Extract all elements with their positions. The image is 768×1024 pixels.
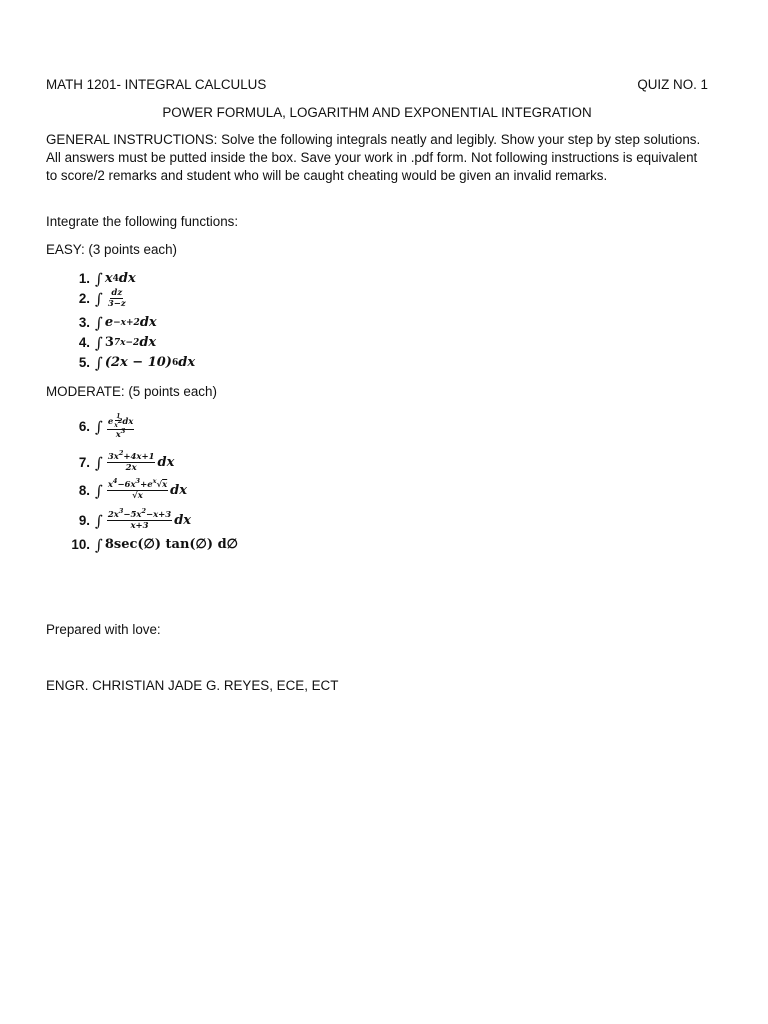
quiz-number: QUIZ NO. 1 bbox=[637, 77, 708, 92]
problem-2 bbox=[66, 288, 129, 309]
author-name: ENGR. CHRISTIAN JADE G. REYES, ECE, ECT bbox=[46, 678, 339, 693]
problem-number: 9. bbox=[78, 512, 90, 528]
fraction: $\frac{2x^3-5x^2-x+3}{x+3}$ bbox=[107, 507, 172, 531]
problem-number: 4. bbox=[78, 335, 90, 350]
problem-5 bbox=[66, 354, 195, 372]
fraction: $\frac{x^4-6x^3+e^x√x}{√x}$ bbox=[107, 477, 168, 501]
prepared-by-label: Prepared with love: bbox=[46, 622, 161, 637]
document-header bbox=[46, 76, 708, 94]
quiz-subtitle: POWER FORMULA, LOGARITHM AND EXPONENTIAL INTEGRATION bbox=[162, 105, 592, 120]
radical-icon: √ bbox=[156, 480, 163, 490]
problem-3 bbox=[66, 314, 157, 332]
integral-expression: ∫ $\frac{dz}{3-z}$ bbox=[95, 288, 126, 309]
problem-9 bbox=[66, 507, 192, 531]
problem-7 bbox=[66, 449, 175, 473]
problem-number: 5. bbox=[78, 355, 90, 370]
problem-number: 7. bbox=[78, 454, 90, 470]
problem-number: 3. bbox=[78, 315, 90, 330]
problem-6 bbox=[66, 413, 136, 440]
fraction: e $\frac{1}{x^2}$ dx $x^3$ bbox=[107, 413, 134, 440]
problem-1 bbox=[66, 270, 136, 288]
integral-expression: ∫ (2x − 10) 6 dx bbox=[95, 354, 196, 372]
integral-expression: ∫ $\frac{2x^3-5x^2-x+3}{x+3}$ dx bbox=[95, 507, 192, 531]
fraction: $\frac{3x^2+4x+1}{2x}$ bbox=[107, 449, 155, 473]
lead-text: Integrate the following functions: bbox=[46, 214, 239, 229]
integral-expression: ∫ e $\frac{1}{x^2}$ dx $x^3$ bbox=[95, 413, 134, 440]
easy-section-title: EASY: (3 points each) bbox=[46, 242, 178, 257]
integral-expression: ∫ 3 7x−2 dx bbox=[95, 334, 157, 352]
integral-expression: ∫ $\frac{x^4-6x^3+e^x√x}{√x}$ dx bbox=[95, 477, 188, 501]
fraction: $\frac{dz}{3-z}$ bbox=[107, 288, 126, 309]
problem-8 bbox=[66, 477, 188, 501]
radical-icon: √ bbox=[132, 491, 138, 501]
problem-4 bbox=[66, 334, 156, 352]
problem-number: 10. bbox=[71, 537, 90, 552]
problem-number: 2. bbox=[78, 290, 90, 306]
exponent-fraction: $\frac{1}{x^2}$ bbox=[114, 413, 123, 429]
problem-number: 1. bbox=[78, 271, 90, 286]
integral-expression: ∫ x 4 dx bbox=[95, 270, 136, 288]
moderate-section-title: MODERATE: (5 points each) bbox=[46, 384, 217, 399]
problem-number: 6. bbox=[78, 418, 90, 434]
course-title: MATH 1201- INTEGRAL CALCULUS bbox=[46, 77, 267, 92]
integral-expression: ∫ e −x+2 dx bbox=[95, 314, 157, 332]
integral-expression: ∫ 8sec(∅) tan(∅) d∅ bbox=[95, 536, 238, 554]
problem-10 bbox=[66, 536, 238, 554]
integral-expression: ∫ $\frac{3x^2+4x+1}{2x}$ dx bbox=[95, 449, 175, 473]
problem-number: 8. bbox=[78, 482, 90, 498]
general-instructions: GENERAL INSTRUCTIONS: Solve the following integrals neatly and legibly. Show your step by step solutions. All answers must be putted inside the box. Save your work in .pdf form. Not following instructions is equivalent to score/2 remarks and student who will be caught cheating would be given an invalid remarks. bbox=[46, 132, 701, 183]
